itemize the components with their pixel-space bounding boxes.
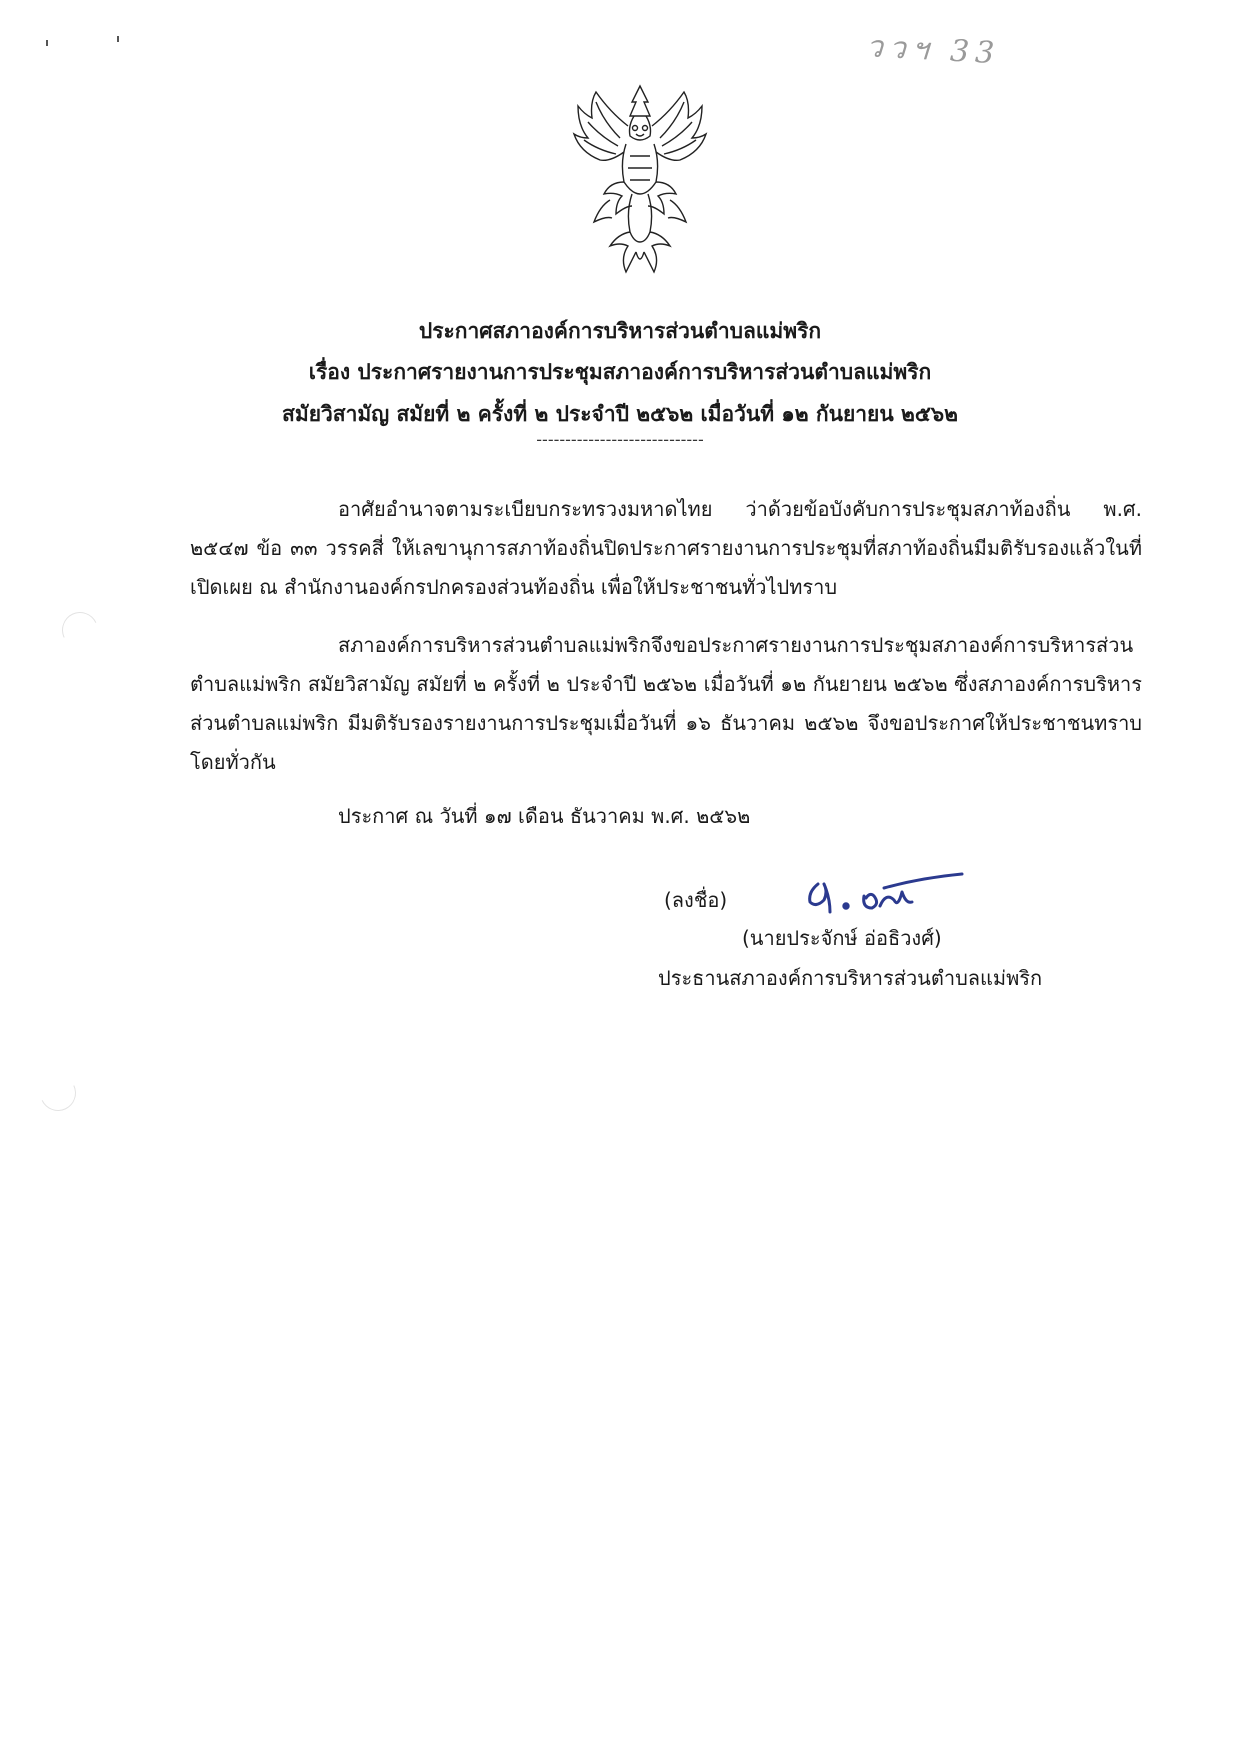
- garuda-emblem-icon: [570, 82, 710, 278]
- paragraph-2-text: สภาองค์การบริหารส่วนตำบลแม่พริกจึงขอประกาศรายงานการประชุมสภาองค์การบริหารส่วนตำบลแม่พริก สมัยวิสามัญ สมัยที่ ๒ ครั้งที่ ๒ ประจำปี ๒๕๖๒ เมื่อวันที่ ๑๒ กันยายน ๒๕๖๒ ซึ่งสภาองค์การบริหารส่วนตำบลแม่พริก มีมติรับรองรายงานการประชุมเมื่อวันที่ ๑๖ ธันวาคม ๒๕๖๒ จึงขอประกาศให้ประชาชนทราบโดยทั่วกัน: [190, 633, 1142, 774]
- announcement-date: ประกาศ ณ วันที่ ๑๗ เดือน ธันวาคม พ.ศ. ๒๕๖๒: [338, 804, 751, 828]
- handwritten-note: ววฯ 33: [865, 29, 1002, 72]
- signer-title: ประธานสภาองค์การบริหารส่วนตำบลแม่พริก: [658, 966, 1043, 990]
- signature-image: [790, 862, 970, 928]
- scan-mark: [117, 36, 119, 42]
- scan-mark: [46, 40, 48, 46]
- title-line-1: ประกาศสภาองค์การบริหารส่วนตำบลแม่พริก: [418, 319, 822, 343]
- paragraph-1-text: อาศัยอำนาจตามระเบียบกระทรวงมหาดไทย ว่าด้วยข้อบังคับการประชุมสภาท้องถิ่น พ.ศ. ๒๕๔๗ ข้อ ๓๓ วรรคสี่ ให้เลขานุการสภาท้องถิ่นปิดประกาศรายงานการประชุมที่สภาท้องถิ่นมีมติรับรองแล้วในที่เปิดเผย ณ สำนักงานองค์กรปกครองส่วนท้องถิ่น เพื่อให้ประชาชนทั่วไปทราบ: [190, 497, 1142, 599]
- signer-name: (นายประจักษ์ อ่อธิวงศ์): [742, 926, 942, 950]
- paragraph-1: [190, 490, 1142, 607]
- separator-line: -----------------------------: [536, 430, 704, 449]
- subject-line: เรื่อง ประกาศรายงานการประชุมสภาองค์การบริหารส่วนตำบลแม่พริก: [308, 360, 932, 384]
- punch-hole-mark: [35, 1070, 81, 1116]
- paragraph-2: [190, 626, 1142, 782]
- session-line: สมัยวิสามัญ สมัยที่ ๒ ครั้งที่ ๒ ประจำปี ๒๕๖๒ เมื่อวันที่ ๑๒ กันยายน ๒๕๖๒: [282, 402, 958, 426]
- sign-label: (ลงชื่อ): [664, 888, 728, 912]
- punch-hole-mark: [57, 607, 103, 653]
